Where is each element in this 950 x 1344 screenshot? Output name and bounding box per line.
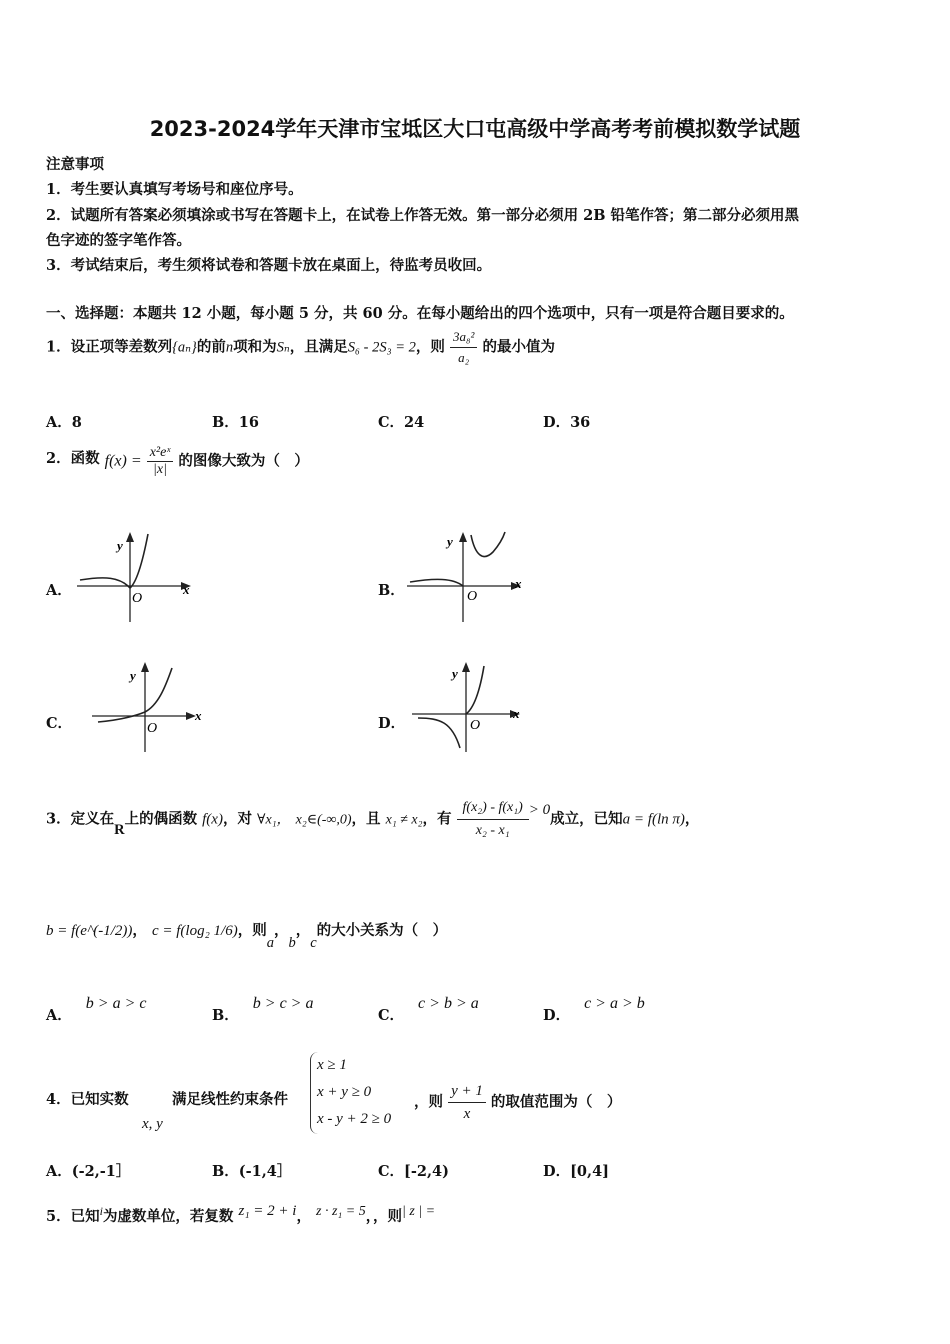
q3-option-label: A． <box>46 1007 72 1024</box>
q1-text: 的最小值为 <box>482 338 555 356</box>
question-2 <box>46 445 309 478</box>
q4-vars: x, y <box>142 1116 163 1132</box>
question-3 <box>46 797 699 842</box>
q2-graph-a[interactable] <box>75 530 200 625</box>
q5-abs: | z | = <box>402 1204 436 1219</box>
axis-y-label: y <box>452 666 458 681</box>
q3-option-c[interactable] <box>378 995 479 1025</box>
q3-text: 3．定义在 <box>46 810 115 828</box>
q3-option-label: D． <box>543 1007 571 1024</box>
q3-b: b <box>288 935 296 951</box>
q3-text: ，则 <box>237 922 267 939</box>
q3-c-def: c = f(log₂ 1/6) <box>151 923 238 939</box>
q3-text: 成立，已知 <box>550 810 623 828</box>
q3-text: ， <box>132 922 147 939</box>
q1-text: ，则 <box>415 338 445 356</box>
q2-option-d[interactable]: D． <box>378 715 406 732</box>
q3-option-expr: c > a > b <box>584 995 645 1012</box>
notice-item-2: 2．试题所有答案必须填涂或书写在答题卡上，在试卷上作答无效。第一部分必须用 2B 铅笔作答；第二部分必须用黑 <box>46 207 800 224</box>
q5-i: i <box>99 1204 103 1218</box>
q2-frac-num: x²eˣ <box>147 445 174 462</box>
axis-x-label: x <box>513 706 520 721</box>
q3-option-d[interactable] <box>543 995 645 1025</box>
q2-graph-b[interactable] <box>405 530 530 625</box>
axis-x-label: x <box>195 708 202 723</box>
q1-option-c[interactable]: C．24 <box>378 414 425 431</box>
q2-option-c[interactable]: C． <box>46 715 73 732</box>
q1-text: 1．设正项等差数列 <box>46 338 173 356</box>
q4-frac-num: y + 1 <box>448 1080 486 1103</box>
q4-constraint: x ≥ 1 <box>317 1057 347 1073</box>
question-4-vars <box>142 1115 163 1133</box>
q3-frac-num: f(x₂) - f(x₁) <box>457 797 529 820</box>
q1-text: ，且满足 <box>289 338 348 356</box>
q1-condition: S₆ - 2S₃ = 2 <box>347 339 416 356</box>
q4-text: 的取值范围为（ ） <box>490 1093 622 1111</box>
q5-z1: z₁ = 2 + i <box>238 1203 297 1219</box>
q3-option-b[interactable] <box>212 995 314 1025</box>
page-title: 2023-2024学年天津市宝坻区大口屯高级中学高考考前模拟数学试题 <box>149 117 801 141</box>
axis-y-label: y <box>130 668 136 683</box>
q3-text: ， <box>295 922 311 939</box>
q3-text: ， <box>684 810 700 828</box>
axis-y-label: y <box>117 538 123 553</box>
notice-item-3: 3．考试结束后，考生须将试卷和答题卡放在桌面上，待监考员收回。 <box>46 257 492 274</box>
q2-fx: f(x) = <box>104 452 142 470</box>
question-3-cont <box>46 920 448 951</box>
q3-text: 的大小关系为（ ） <box>316 922 448 939</box>
question-4-lead: 4．已知实数 <box>46 1091 129 1108</box>
q5-text: ，则 <box>373 1208 402 1225</box>
q1-option-b[interactable]: B．16 <box>212 414 259 431</box>
question-1 <box>46 327 555 368</box>
origin-label: O <box>132 591 143 606</box>
axis-x-label: x <box>183 582 190 597</box>
q4-option-c[interactable]: C．[-2,4) <box>378 1163 450 1180</box>
q4-option-b[interactable]: B．(-1,4］ <box>212 1163 292 1180</box>
q1-sn: Sₙ <box>276 339 290 356</box>
notice-item-2-cont: 色字迹的签字笔作答。 <box>46 232 191 249</box>
q2-frac-den: |x| <box>153 462 167 477</box>
q2-graph-c[interactable] <box>90 660 215 755</box>
q4-constraint-system <box>310 1052 391 1134</box>
question-5 <box>46 1200 435 1223</box>
q3-option-expr: b > a > c <box>85 995 147 1012</box>
q2-graph-d[interactable] <box>410 660 535 755</box>
q3-text: ，且 <box>351 810 381 828</box>
section-heading: 一、选择题：本题共 12 小题，每小题 5 分，共 60 分。在每小题给出的四个选项中，只有一项是符合题目要求的。 <box>46 305 794 322</box>
q3-forall: ∀x₁， <box>257 812 291 828</box>
q4-constraint: x + y ≥ 0 <box>317 1084 372 1100</box>
q3-neq: x₁ ≠ x₂ <box>385 812 423 828</box>
q3-gt: > 0 <box>528 801 551 818</box>
axis-y-label: y <box>447 534 453 549</box>
origin-label: O <box>467 589 478 604</box>
q3-frac-den: x₂ - x₁ <box>475 823 510 838</box>
q2-text: 的图像大致为（ ） <box>178 452 309 470</box>
q2-option-a[interactable]: A． <box>46 582 72 599</box>
q3-R: R <box>114 821 125 838</box>
q5-product: z · z₁ = 5 <box>316 1204 366 1219</box>
q1-text: 项和为 <box>233 338 277 356</box>
q3-text: 上的偶函数 <box>124 810 198 828</box>
origin-label: O <box>147 721 158 736</box>
notice-heading: 注意事项 <box>46 156 104 173</box>
q4-frac-den: x <box>463 1106 471 1122</box>
q3-text: ， <box>273 922 289 939</box>
q3-x2-domain: x₂∈(-∞,0) <box>295 812 352 828</box>
q3-option-expr: b > c > a <box>252 995 314 1012</box>
q5-text: ， <box>365 1208 373 1225</box>
question-4-tail <box>414 1080 621 1125</box>
notice-item-1: 1．考生要认真填写考场号和座位序号。 <box>46 181 303 198</box>
axis-x-label: x <box>515 576 522 591</box>
q4-option-a[interactable]: A．(-2,-1］ <box>46 1163 131 1180</box>
q4-text: ，则 <box>414 1093 443 1111</box>
q3-b-def: b = f(e^(-1/2)) <box>46 923 133 939</box>
q3-option-label: C． <box>378 1007 405 1024</box>
q1-option-a[interactable]: A．8 <box>46 414 82 431</box>
q3-option-label: B． <box>212 1007 239 1024</box>
q3-c: c <box>310 935 317 951</box>
q1-n: n <box>225 339 234 356</box>
q1-frac-den: a₂ <box>458 350 470 365</box>
q3-option-a[interactable] <box>46 995 147 1025</box>
q5-text: 5．已知 <box>46 1208 100 1225</box>
q3-text: ，有 <box>422 810 452 828</box>
q2-fraction <box>147 445 174 478</box>
q3-a-def: a = f(ln π) <box>622 811 685 828</box>
q4-option-d[interactable]: D．[0,4] <box>543 1163 610 1180</box>
q1-sequence: {aₙ} <box>172 339 197 356</box>
q3-a: a <box>266 935 274 951</box>
q3-option-expr: c > b > a <box>418 995 479 1012</box>
q3-text: ，对 <box>222 810 252 828</box>
q2-text: 2．函数 <box>46 449 100 467</box>
q3-fx: f(x) <box>202 811 223 828</box>
q1-text: 的前 <box>196 338 226 356</box>
q1-option-d[interactable]: D．36 <box>543 414 591 431</box>
q2-option-b[interactable]: B． <box>378 582 405 599</box>
question-4-text: 满足线性约束条件 <box>172 1091 288 1108</box>
q1-frac-num: 3a₈² <box>450 327 477 348</box>
q3-fraction <box>457 797 529 842</box>
q5-text: ， <box>296 1208 311 1225</box>
q4-constraint: x - y + 2 ≥ 0 <box>317 1111 392 1127</box>
q1-fraction <box>450 327 477 368</box>
q4-fraction <box>448 1080 486 1125</box>
q5-text: 为虚数单位，若复数 <box>102 1208 234 1225</box>
origin-label: O <box>470 718 481 733</box>
